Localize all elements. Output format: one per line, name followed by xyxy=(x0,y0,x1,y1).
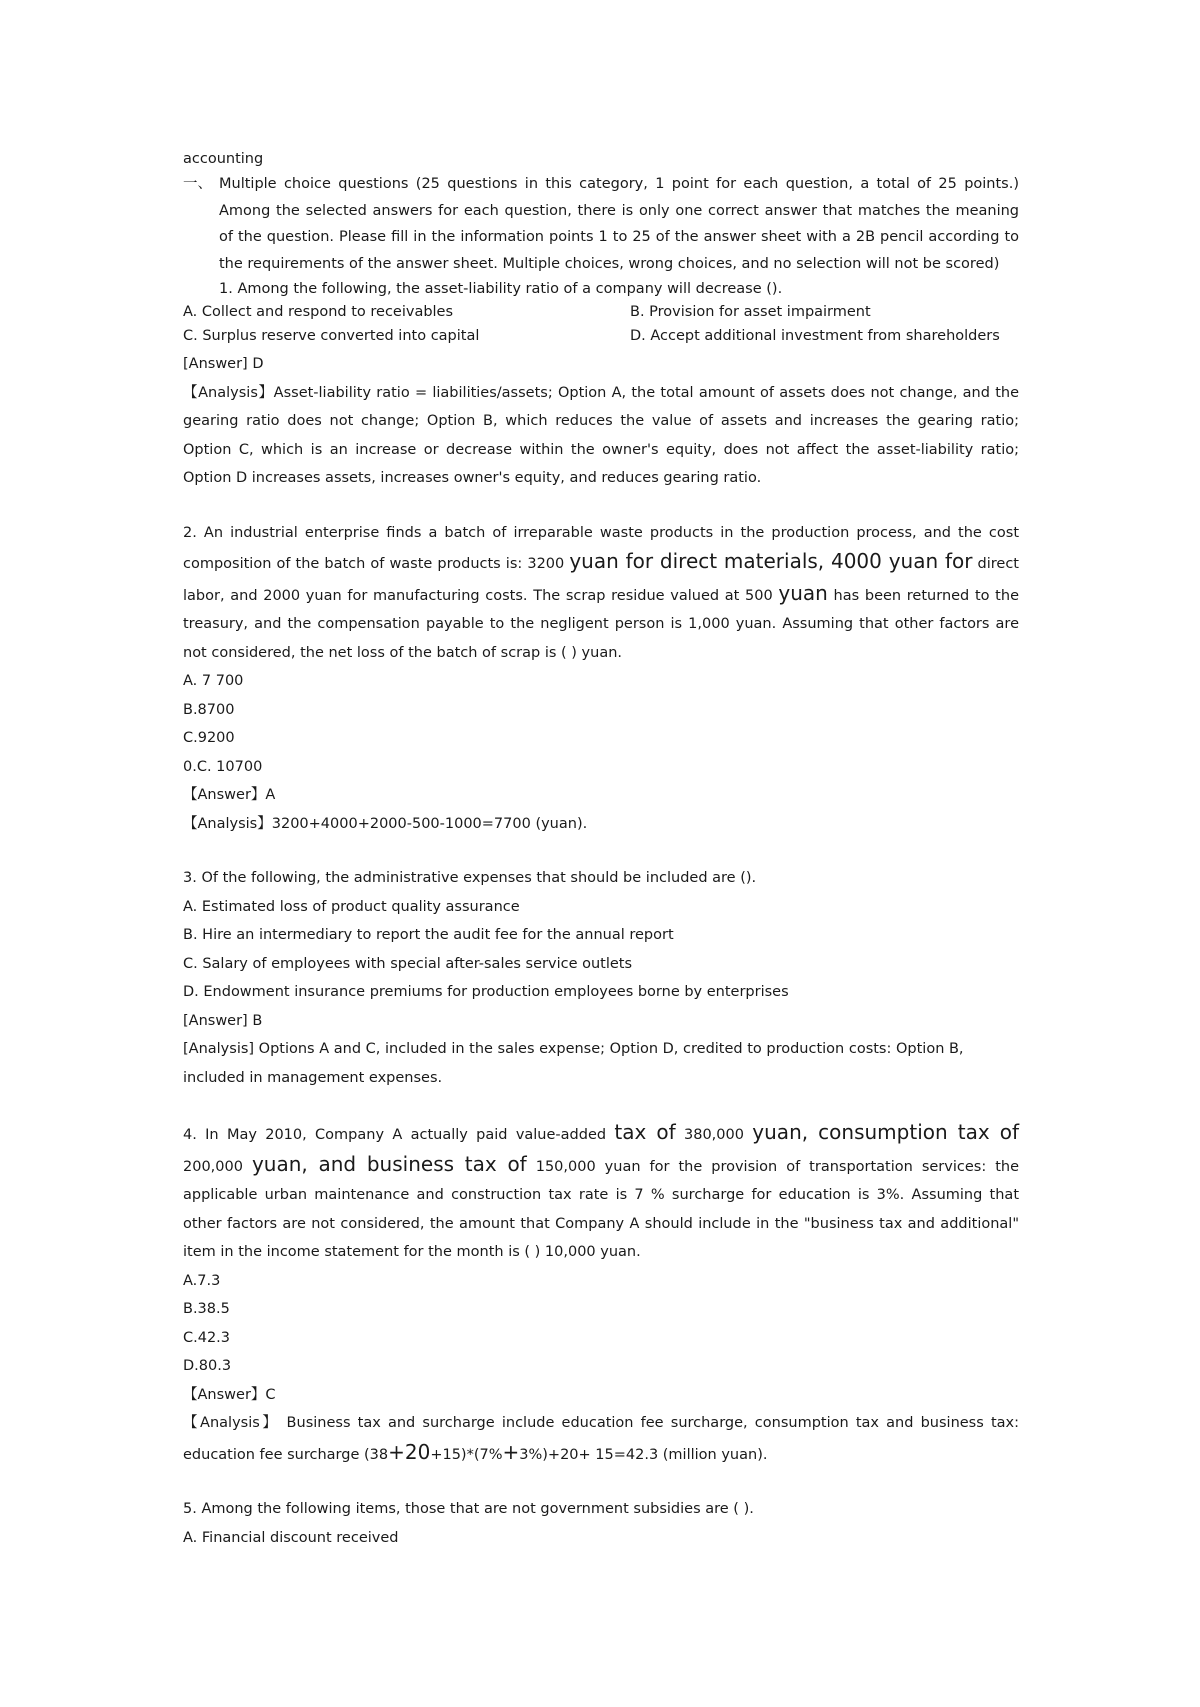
q5-option-a: A. Financial discount received xyxy=(183,1529,399,1546)
section-intro: Multiple choice questions (25 questions in this category, 1 point for each question, a total of 25 points.) Among the selected answers for each question, there is only one correct answer that matches the meaning of the question. Please fill in the information points 1 to 25 of the answer sheet with a 2B pencil according to the requirements of the answer sheet. Multiple choices, wrong choices, and no selection will not be scored) xyxy=(219,176,1019,272)
q3-analysis-line-1: [Analysis] Options A and C, included in the sales expense; Option D, credited to production costs: Option B, xyxy=(183,1041,964,1057)
q3-question: 3. Of the following, the administrative expenses that should be included are (). xyxy=(183,870,757,886)
q4-option-a: A.7.3 xyxy=(183,1272,221,1289)
q4-question: 4. In May 2010, Company A actually paid value-added tax of 380,000 yuan, consumption tax of 200,000 yuan, and business tax of 150,000 yuan for the provision of transportation services: the applicable urban maintenance and construction tax rate is 7 % surcharge for education is 3%. Assuming that other factors are not considered, the amount that Company A should include in the "business tax and additional" item in the income statement for the month is ( ) 10,000 yuan. xyxy=(183,1120,1020,1260)
q1-question: 1. Among the following, the asset-liability ratio of a company will decrease (). xyxy=(219,281,783,297)
q3-answer: [Answer] B xyxy=(183,1012,263,1029)
document-page xyxy=(183,148,1019,1552)
q1-answer: [Answer] D xyxy=(183,356,264,372)
q2-answer: 【Answer】A xyxy=(183,787,276,803)
q4-answer: 【Answer】C xyxy=(183,1386,276,1403)
q2-option-b: B.8700 xyxy=(183,701,235,718)
q2-question: 2. An industrial enterprise finds a batch of irreparable waste products in the production process, and the cost composition of the batch of waste products is: 3200 yuan for direct materials, 4000 yuan for direct labor, and 2000 yuan for manufacturing costs. The scrap residue valued at 500 yuan has been returned to the treasury, and the compensation payable to the negligent person is 1,000 yuan. Assuming that other factors are not considered, the net loss of the batch of scrap is ( ) yuan. xyxy=(183,524,1019,661)
q2-option-c: C.9200 xyxy=(183,730,235,746)
q2-option-d: 0.C. 10700 xyxy=(183,758,263,775)
q5-question: 5. Among the following items, those that are not government subsidies are ( ). xyxy=(183,1501,754,1517)
q2-option-a: A. 7 700 xyxy=(183,673,244,689)
q3-option-b: B. Hire an intermediary to report the audit fee for the annual report xyxy=(183,927,674,943)
q1-options-row-2 xyxy=(183,325,1019,349)
q3-option-d: D. Endowment insurance premiums for production employees borne by enterprises xyxy=(183,984,789,1000)
q1-options-row-1 xyxy=(183,301,1019,325)
q2-analysis: 【Analysis】3200+4000+2000-500-1000=7700 (yuan). xyxy=(183,815,588,832)
section-marker: 一、 xyxy=(183,176,212,192)
q1-option-c: C. Surplus reserve converted into capital xyxy=(183,327,480,344)
q1-option-a: A. Collect and respond to receivables xyxy=(183,304,454,320)
q1-option-d: D. Accept additional investment from shareholders xyxy=(630,327,1000,344)
q3-analysis-line-2: included in management expenses. xyxy=(183,1069,443,1086)
q4-analysis: 【Analysis】 Business tax and surcharge include education fee surcharge, consumption tax and business tax: education fee surcharge (38+20+15)*(7%+3%)+20+ 15=42.3 (million yuan). xyxy=(183,1415,1019,1464)
doc-title: accounting xyxy=(183,151,264,167)
q1-option-b: B. Provision for asset impairment xyxy=(630,304,871,320)
q4-option-d: D.80.3 xyxy=(183,1358,232,1374)
q3-option-a: A. Estimated loss of product quality assurance xyxy=(183,898,520,915)
section-heading xyxy=(183,171,1019,277)
q3-option-c: C. Salary of employees with special after-sales service outlets xyxy=(183,955,633,972)
q1-analysis: 【Analysis】Asset-liability ratio = liabilities/assets; Option A, the total amount of assets does not change, and the gearing ratio does not change; Option B, which reduces the value of assets and increases the gearing ratio; Option C, which is an increase or decrease within the owner's equity, does not affect the asset-liability ratio; Option D increases assets, increases owner's equity, and reduces gearing ratio. xyxy=(183,384,1019,486)
q4-option-b: B.38.5 xyxy=(183,1301,230,1317)
q4-option-c: C.42.3 xyxy=(183,1329,231,1346)
